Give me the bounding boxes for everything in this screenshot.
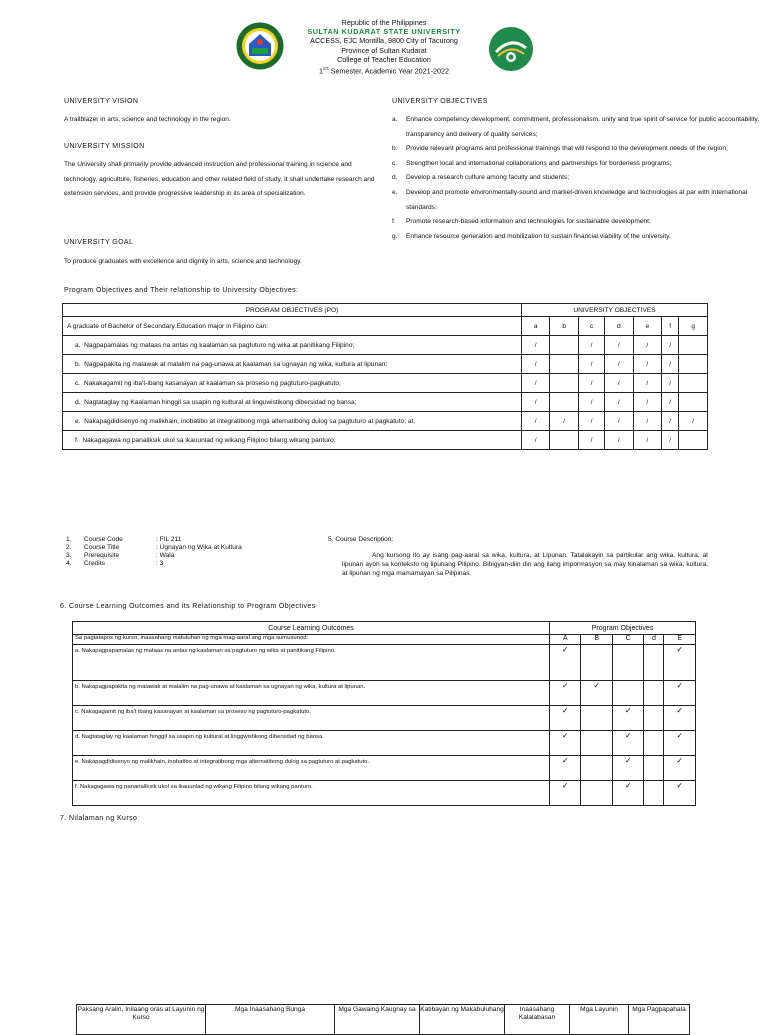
clo-row (73, 706, 696, 731)
po-check-cell: / (522, 412, 550, 431)
clo-check-cell (644, 781, 664, 806)
col-paksang-aralin: Paksang Aralin, Inilaang oras at Layunin ng Kurso (77, 1005, 206, 1035)
po-check-cell: / (522, 336, 550, 355)
clo-row (73, 781, 696, 806)
po-text: f. Nakagagawa ng panaliksik ukol sa ikauunlad ng wikang Filipino bilang wikang panturo. (63, 431, 522, 450)
po-check-cell: / (633, 355, 661, 374)
col-mga-layunin: Mga Layunin (570, 1005, 629, 1035)
po-text: e. Nakapagdidisenyo ng malikhain, inobatibo at integratibong mga alternatibong dulog sa pagtuturo at pagkatuto; at, (63, 412, 522, 431)
course-info-n: 4. (66, 560, 72, 567)
clo-check-cell (644, 756, 664, 781)
course-info-value: : Ugnayan ng Wika at Kultura (156, 544, 242, 551)
po-section-title: Program Objectives and Their relationship to University Objectives: (64, 287, 299, 294)
po-check-cell: / (633, 393, 661, 412)
po-check-cell: / (605, 431, 633, 450)
po-check-cell (550, 431, 578, 450)
course-description-heading: 5. Course Description: (328, 536, 394, 543)
mission-heading: UNIVERSITY MISSION (64, 143, 145, 150)
clo-table (72, 621, 696, 806)
course-info-value: : Wala (156, 552, 175, 559)
po-check-cell: / (633, 374, 661, 393)
po-check-cell: / (605, 336, 633, 355)
uo-header: UNIVERSITY OBJECTIVES (522, 304, 708, 317)
clo-check-cell: ✓ (612, 706, 643, 731)
clo-check-cell (612, 681, 643, 706)
header-semester: 1ST Semester, Academic Year 2021-2022 (318, 66, 450, 76)
po-row (63, 393, 708, 412)
clo-text: a. Nakapagpapamalas ng mataas na antas ng kaalaman sa pagtuturo ng wika at panitikang Filipino. (73, 645, 550, 681)
po-check-cell: / (605, 355, 633, 374)
goal-heading: UNIVERSITY GOAL (64, 239, 134, 246)
po-check-cell: / (662, 393, 679, 412)
course-info-label: Credits (84, 560, 105, 567)
po-check-cell: / (662, 431, 679, 450)
uo-letter: g (679, 317, 708, 336)
col-inaasahang-kalalabasan: Inaasahang Kalalabasan (505, 1005, 570, 1035)
po-check-cell (679, 431, 708, 450)
po-check-cell: / (522, 355, 550, 374)
course-content-table (76, 1004, 690, 1035)
clo-check-cell: ✓ (612, 756, 643, 781)
clo-row (73, 731, 696, 756)
objective-item: b. Provide relevant programs and professional trainings that will respond to the development needs of the region; (392, 145, 728, 153)
clo-check-cell: ✓ (664, 756, 696, 781)
clo-check-cell (581, 781, 612, 806)
clo-text: f. Nakagagawa ng pananaliksik ukol sa ikauunlad ng wikang Filipino bilang wikang panturo. (73, 781, 550, 806)
clo-check-cell (612, 645, 643, 681)
po-check-cell: / (662, 412, 679, 431)
po-check-cell (679, 393, 708, 412)
header-college: College of Teacher Education (337, 54, 431, 64)
po-check-cell: / (679, 412, 708, 431)
clo-check-cell: ✓ (550, 706, 581, 731)
course-info-n: 1. (66, 536, 72, 543)
po-check-cell (550, 393, 578, 412)
clo-row (73, 681, 696, 706)
clo-check-cell: ✓ (664, 731, 696, 756)
objective-item: a. Enhance competency development, commitment, professionalism, unity and true spirit of service for public accountability, transparency and delivery of quality services; (392, 116, 760, 138)
po-check-cell (550, 374, 578, 393)
po-letter: C (612, 635, 643, 645)
clo-check-cell: ✓ (550, 756, 581, 781)
po-text: b. Nagpapakita ng malawak at malalim na pag-unawa at kaalaman sa ugnayan ng wika, kultura at lipunan; (63, 355, 522, 374)
po-row (63, 412, 708, 431)
clo-text: b. Nakapagpapakita ng malawak at malalim na pag-unawa at kaalaman sa ugnayan ng wika, kultura at lipunan. (73, 681, 550, 706)
header-address: ACCESS, EJC Montilla, 9800 City of Tacurong (310, 36, 458, 46)
course-info-label: Prerequisite (84, 552, 120, 559)
clo-check-cell: ✓ (664, 681, 696, 706)
po-check-cell: / (662, 355, 679, 374)
po-letter: B (581, 635, 612, 645)
clo-text: e. Nakapagdidisenyo ng malikhain, inobatibo at integratibong mga alternatibong dulog sa pagtuturo at pagkatuto. (73, 756, 550, 781)
po-check-cell: / (522, 374, 550, 393)
po-check-cell: / (578, 336, 604, 355)
uo-letter: c (578, 317, 604, 336)
po-check-cell: / (578, 374, 604, 393)
po-check-cell: / (522, 431, 550, 450)
objective-item: f. Promote research-based information and technologies for sustainable development; (392, 218, 651, 226)
po-row (63, 355, 708, 374)
course-info-n: 3. (66, 552, 72, 559)
po-check-cell: / (662, 374, 679, 393)
po-letter: d (644, 635, 664, 645)
clo-intro: Sa pagtatapos ng kurso, inaasahang matutuhan ng mga mag-aaral ang mga sumusunod: (73, 635, 550, 645)
nilalaman-heading: 7. Nilalaman ng Kurso (60, 815, 138, 822)
col-mga-gawaing: Mga Gawaing Kaugnay sa (335, 1005, 420, 1035)
clo-check-cell (644, 681, 664, 706)
clo-check-cell: ✓ (550, 731, 581, 756)
po-letter: A (550, 635, 581, 645)
course-description-text: Ang kursong ito ay isang pag-aaral sa wika, kultura, at Lipunan. Tatalakayin sa partikular ang wika, kultura, at lipunan ayon sa konteksto ng lipunang Pilipino. Bibigyan-diin din ang ilang impormasyon sa may kinalaman sa wika, kultura, at lipunan ng mga mamamayan sa Pilipinas. (342, 552, 708, 577)
clo-check-cell (581, 706, 612, 731)
uo-letter: d (605, 317, 633, 336)
po-check-cell (550, 355, 578, 374)
vision-heading: UNIVERSITY VISION (64, 98, 139, 105)
po-check-cell: / (522, 393, 550, 412)
clo-check-cell: ✓ (664, 706, 696, 731)
po-check-cell: / (633, 412, 661, 431)
objectives-heading: UNIVERSITY OBJECTIVES (392, 98, 488, 105)
objective-item: g. Enhance resource generation and mobilization to sustain financial viability of the university. (392, 232, 671, 240)
clo-text: d. Nagtataglay ng kaalaman hinggil sa usapin ng kultural at linggwistikong dibersidad ng bansa. (73, 731, 550, 756)
po-check-cell: / (578, 412, 604, 431)
clo-row (73, 645, 696, 681)
clo-check-cell: ✓ (664, 645, 696, 681)
po-check-cell: / (578, 393, 604, 412)
po-text: d. Nagtataglay ng Kaalaman hinggil sa usapin ng kultural at linguwistikong dibersidad ng bansa; (63, 393, 522, 412)
clo-check-cell: ✓ (612, 731, 643, 756)
clo-check-cell (581, 731, 612, 756)
clo-check-cell (644, 645, 664, 681)
po-check-cell (679, 355, 708, 374)
header-province: Province of Sultan Kudarat (341, 45, 427, 55)
course-info-label: Course Title (84, 544, 120, 551)
uo-letter: b (550, 317, 578, 336)
po-check-cell: / (550, 412, 578, 431)
po-intro: A graduate of Bachelor of Secondary Education major in Filipino can: (63, 317, 522, 336)
po-check-cell (550, 336, 578, 355)
po-check-cell: / (605, 393, 633, 412)
po-check-cell: / (605, 412, 633, 431)
po-check-cell: / (662, 336, 679, 355)
uo-letter: e (633, 317, 661, 336)
clo-header: Course Learning Outcomes (73, 622, 550, 635)
course-info-label: Course Code (84, 536, 123, 543)
po-row (63, 374, 708, 393)
goal-text: To produce graduates with excellence and dignity in arts, science and technology. (64, 258, 302, 265)
po-check-cell (679, 336, 708, 355)
po-letter: E (664, 635, 696, 645)
po-check-cell (679, 374, 708, 393)
po-check-cell: / (633, 431, 661, 450)
po-row (63, 431, 708, 450)
clo-check-cell (581, 756, 612, 781)
po-row (63, 336, 708, 355)
po-check-cell: / (633, 336, 661, 355)
clo-check-cell (644, 706, 664, 731)
col-inaasahang-bunga: Mga Inaasahang Bunga (206, 1005, 335, 1035)
po-check-cell: / (578, 355, 604, 374)
clo-check-cell: ✓ (581, 681, 612, 706)
course-info-n: 2. (66, 544, 72, 551)
clo-check-cell: ✓ (550, 781, 581, 806)
clo-check-cell: ✓ (550, 681, 581, 706)
po-check-cell: / (605, 374, 633, 393)
header-university-name: SULTAN KUDARAT STATE UNIVERSITY (307, 27, 461, 37)
course-info-value: : 3 (156, 560, 164, 567)
uo-letter: f (662, 317, 679, 336)
uo-letter: a (522, 317, 550, 336)
po-check-cell: / (578, 431, 604, 450)
header-republic: Republic of the Philippines (341, 18, 427, 27)
po-header: PROGRAM OBJECTIVES (PO) (63, 304, 522, 317)
clo-check-cell (581, 645, 612, 681)
document-header (0, 18, 768, 76)
clo-row (73, 756, 696, 781)
clo-check-cell: ✓ (664, 781, 696, 806)
clo-check-cell: ✓ (550, 645, 581, 681)
clo-text: c. Nakagagamit ng iba't ibang kasanayan at kaalaman sa proseso ng pagtuturo-pagkatuto. (73, 706, 550, 731)
clo-check-cell: ✓ (612, 781, 643, 806)
vision-text: A trailblazer in arts, science and technology in the region. (64, 116, 231, 123)
clo-check-cell (644, 731, 664, 756)
clo-section-title: 6. Course Learning Outcomes and its Relationship to Program Objectives (60, 603, 316, 610)
po-table (62, 303, 708, 450)
objective-item: c. Strengthen local and international collaborations and partnerships for borderless programs; (392, 159, 672, 167)
po-text: a. Nagpapamalas ng mataas na antas ng kaalaman sa pagtuturo ng wika at panitikang Filipino; (63, 336, 522, 355)
col-mga-pagpapahala: Mga Pagpapahala (629, 1005, 690, 1035)
clo-po-header: Program Objectives (550, 622, 696, 635)
col-katibayan: Katibayan ng Makabuluhang (420, 1005, 505, 1035)
objective-item: d. Develop a research culture among faculty and students; (392, 174, 570, 182)
objectives-list (392, 113, 764, 244)
po-text: c. Nakakagamit ng iba't-ibang kasanayan at kaalaman sa proseso ng pagtuturo-pagkatuto; (63, 374, 522, 393)
course-info-value: : FIL 211 (156, 536, 182, 543)
mission-text: The University shall primarily provide advanced instruction and professional training in science and technology, agriculture, fisheries, education and other related field of study. It shall undertake research and extension services, and provide progressive leadership in its area of specialization. (64, 161, 375, 198)
objective-item: e. Develop and promote environmentally-sound and market-driven knowledge and technologies at par with international standards; (392, 188, 748, 211)
